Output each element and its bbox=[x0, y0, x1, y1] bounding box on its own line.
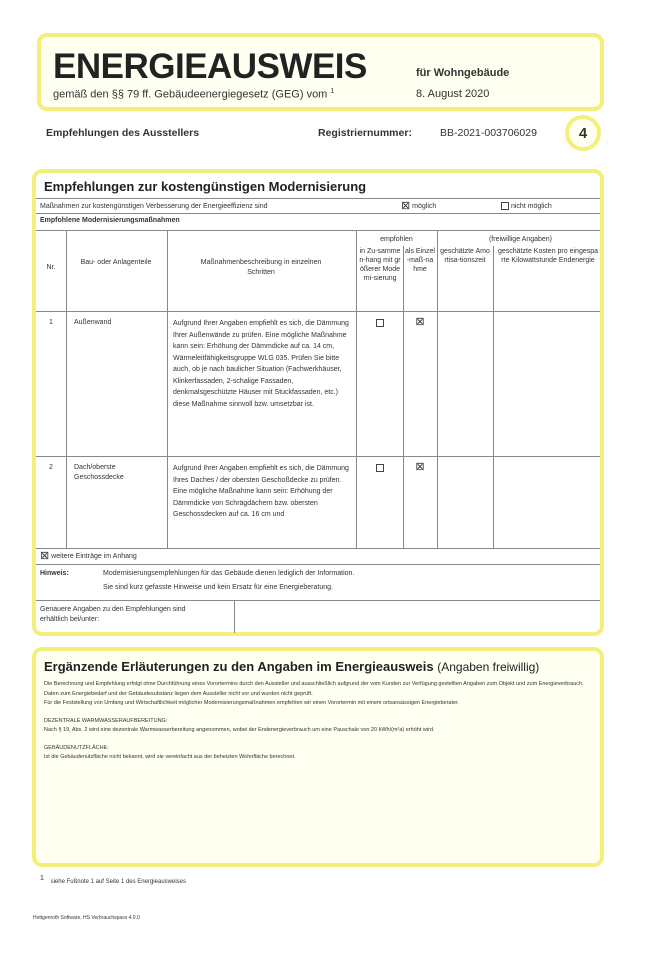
col-amortisation: geschätzte Amortisa-tionszeit bbox=[440, 248, 490, 264]
notes-title-suffix: (Angaben freiwillig) bbox=[437, 660, 540, 674]
details-label: Genauere Angaben zu den Empfehlungen sind erhältlich bei/unter: bbox=[40, 606, 186, 623]
col-recommended: empfohlen bbox=[380, 236, 413, 243]
footnote bbox=[40, 875, 186, 885]
registration-number: BB-2021-003706029 bbox=[440, 127, 537, 139]
col-cost: geschätzte Kosten pro eingesparte Kilowattstunde Endenergie bbox=[498, 248, 599, 264]
page-number: 4 bbox=[565, 115, 601, 151]
document-title: ENERGIEAUSWEIS bbox=[53, 47, 367, 86]
checkbox-icon bbox=[376, 319, 384, 327]
option-not-possible[interactable] bbox=[501, 202, 552, 212]
possible-label: möglich bbox=[412, 202, 437, 210]
software-footer: Hottgenroth Software, HS Verbrauchspass 4.0.0 bbox=[33, 915, 140, 921]
row-part: Dach/oberste Geschossdecke bbox=[74, 464, 124, 481]
col-desc: Maßnahmenbeschreibung in einzelnen Schritten bbox=[200, 259, 322, 276]
document-subtitle: für Wohngebäude bbox=[416, 67, 510, 79]
col-combined: in Zu-sammen-hang mit größerer Moderni-sierung bbox=[359, 248, 401, 282]
notes-heading: DEZENTRALE WARMWASSERAUFBEREITUNG: bbox=[44, 717, 168, 724]
law-date: 8. August 2020 bbox=[416, 88, 490, 100]
combined-checkbox[interactable] bbox=[356, 464, 403, 474]
notes-paragraph: Für die Feststellung von Umfang und Wirtschaftlichkeit möglicher Modernisierungsmaßnahmen empfehlen wir einen Vorortermin mit einem ortsansässigen Energieberater. bbox=[44, 700, 460, 706]
footnote-mark: 1 bbox=[40, 875, 44, 882]
notes-heading: GEBÄUDENUTZFLÄCHE: bbox=[44, 744, 109, 751]
single-checkbox[interactable] bbox=[403, 462, 437, 473]
recommendations-title: Empfehlungen zur kostengünstigen Modernisierung bbox=[44, 179, 367, 194]
row-nr: 1 bbox=[49, 319, 53, 326]
not-possible-label: nicht möglich bbox=[510, 203, 552, 210]
more-entries[interactable] bbox=[40, 551, 137, 562]
footnote-text: siehe Fußnote 1 auf Seite 1 des Energieausweises bbox=[50, 879, 186, 885]
single-checkbox[interactable] bbox=[403, 317, 437, 328]
row-part: Außenwand bbox=[74, 319, 112, 326]
combined-checkbox[interactable] bbox=[356, 319, 403, 329]
col-nr: Nr. bbox=[46, 264, 56, 271]
more-entries-label: weitere Einträge im Anhang bbox=[51, 552, 137, 560]
checkbox-icon bbox=[376, 464, 384, 472]
checked-box-icon: ⊠ bbox=[40, 550, 50, 562]
recommendations-box bbox=[32, 169, 604, 636]
option-possible[interactable] bbox=[401, 201, 436, 212]
notes-paragraph: Ist die Gebäudenutzfläche nicht bekannt, wird sie vereinfacht aus der beheizten Wohnfläche berechnet. bbox=[44, 754, 296, 760]
notes-title bbox=[44, 659, 588, 674]
notes-title-text: Ergänzende Erläuterungen zu den Angaben im Energieausweis bbox=[44, 659, 434, 674]
notes-box bbox=[32, 647, 604, 867]
checkbox-icon bbox=[501, 202, 509, 210]
subsection-title: Empfohlene Modernisierungsmaßnahmen bbox=[40, 217, 180, 224]
section-label: Empfehlungen des Ausstellers bbox=[46, 127, 200, 139]
row-desc: Aufgrund Ihrer Angaben empfiehlt es sich, die Dämmung Ihrer Außenwände zu prüfen. Eine mögliche Maßnahme kann sein: Erhöhung der Dämmdicke auf ca. 14 cm, Wärmeleitfähigkeitsgruppe WLG 035. Prüfen Sie bitte auch, ob je nach baulicher Situation (Fachwerkhäuser, Klinkerfassaden, 2-schalige Fassaden, denkmalsgeschützte Häuser mit Stuckfassaden, etc.) diese Maßnahme sinnvoll bzw. umsetzbar ist. bbox=[173, 320, 349, 408]
col-part: Bau- oder Anlagenteile bbox=[80, 259, 152, 266]
measures-text: Maßnahmen zur kostengünstigen Verbesserung der Energieeffizienz sind bbox=[40, 203, 268, 210]
notes-paragraph: Nach § 19, Abs. 2 wird eine dezentrale Warmwasserbereitung angenommen, wobei der Endenergieverbrauch um eine Pauschale von 20 kWh/(m²a) erhöht wird. bbox=[44, 727, 435, 733]
col-optional: (freiwillige Angaben) bbox=[488, 236, 553, 243]
hint-label: Hinweis: bbox=[40, 570, 69, 577]
checked-box-icon: ⊠ bbox=[415, 461, 425, 473]
checked-box-icon: ⊠ bbox=[401, 200, 411, 212]
col-single: als Einzel-maß-nahme bbox=[405, 248, 435, 273]
hint-line-2: Sie sind kurz gefasste Hinweise und kein Ersatz für eine Energieberatung. bbox=[103, 584, 333, 591]
notes-paragraph: Die Berechnung und Empfehlung erfolgt ohne Durchführung eines Vorortermins durch den Aussteller und ausschließlich aufgrund der vom Kunden zur Verfügung gestellten Angaben zum Objekt und zum Energieverbrauch. Daten zum Energiebedarf und der Gebäudesubstanz liegen dem Aussteller nicht vor und wurden nicht geprüft. bbox=[44, 681, 584, 697]
row-nr: 2 bbox=[49, 464, 53, 471]
hint-line-1: Modernisierungsempfehlungen für das Gebäude dienen lediglich der Information. bbox=[103, 570, 355, 577]
law-reference bbox=[53, 88, 334, 101]
row-desc: Aufgrund Ihrer Angaben empfiehlt es sich, die Dämmung Ihres Daches / der obersten Geschoßdecke zu prüfen. Eine mögliche Maßnahme kann sein: Erhöhung der Dämmdicke von Schrägdächern bzw. obersten Geschossdecken auf ca. 16 cm und bbox=[173, 465, 349, 518]
registration-label: Registriernummer: bbox=[318, 127, 412, 139]
checked-box-icon: ⊠ bbox=[415, 316, 425, 328]
law-text: gemäß den §§ 79 ff. Gebäudeenergiegesetz (GEG) vom bbox=[53, 88, 328, 101]
footnote-ref: 1 bbox=[330, 88, 335, 95]
header-box bbox=[37, 33, 604, 111]
